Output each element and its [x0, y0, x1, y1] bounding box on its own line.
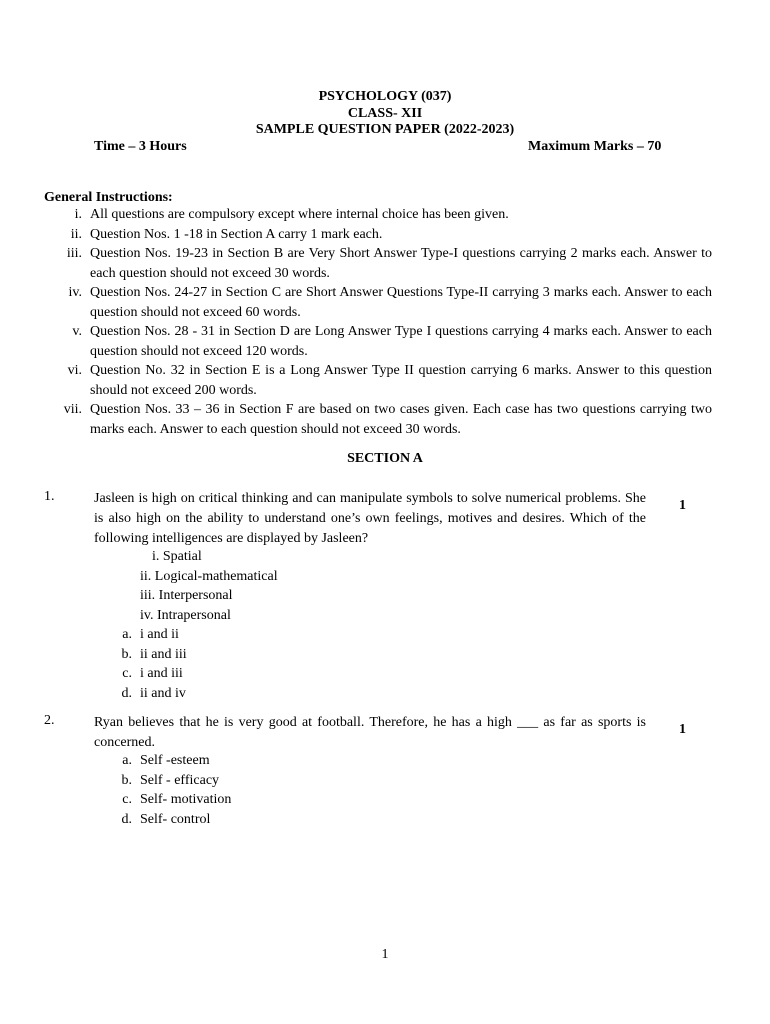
option-label: d. — [121, 811, 132, 827]
instruction-number: iii. — [66, 246, 82, 261]
option-text: ii and iii — [140, 646, 187, 662]
sub-item-list — [94, 547, 594, 625]
option-label: d. — [121, 685, 132, 701]
option-text: Self- control — [140, 811, 211, 827]
paper-title: SAMPLE QUESTION PAPER (2022-2023) — [255, 122, 515, 137]
instruction-text: Question Nos. 19-23 in Section B are Very Short Answer Type-I questions carrying 2 marks each. Answer to each question should not exceed 30 words. — [90, 246, 712, 281]
paper-class: CLASS- XII — [347, 106, 423, 121]
option-text: ii and iv — [140, 685, 186, 701]
maximum-marks: Maximum Marks – 70 — [528, 139, 662, 154]
option-text: Self - efficacy — [140, 772, 220, 788]
option — [94, 751, 594, 771]
option-list — [94, 625, 594, 703]
paper-subject: PSYCHOLOGY (037) — [318, 89, 452, 104]
option-text: i and iii — [140, 666, 183, 681]
sub-item: iv. Intrapersonal — [140, 607, 231, 623]
option-label: c. — [122, 792, 132, 807]
instruction-item — [44, 205, 712, 225]
instructions-title: General Instructions: — [44, 190, 173, 205]
question-number: 2. — [44, 713, 55, 728]
section-title: SECTION A — [347, 451, 423, 466]
instruction-item — [44, 361, 712, 400]
option-label: c. — [122, 666, 132, 681]
option-label: b. — [121, 772, 132, 788]
instruction-item — [44, 244, 712, 283]
question-text: Ryan believes that he is very good at football. Therefore, he has a high ___ as far as sports is concerned. — [94, 715, 646, 750]
instruction-number: v. — [72, 324, 82, 339]
question-number: 1. — [44, 489, 55, 504]
option — [94, 625, 594, 645]
instruction-text: Question No. 32 in Section E is a Long Answer Type II question carrying 6 marks. Answer to this question should not exceed 200 words. — [90, 363, 712, 398]
instruction-number: ii. — [70, 226, 82, 242]
instruction-text: Question Nos. 24-27 in Section C are Short Answer Questions Type-II carrying 3 marks each. Answer to each question should not exceed 60 words. — [90, 285, 712, 320]
option-text: Self -esteem — [140, 753, 210, 768]
instruction-text: Question Nos. 28 - 31 in Section D are Long Answer Type I questions carrying 4 marks each. Answer to each question should not exceed 120 words. — [90, 324, 712, 359]
sub-item: i. Spatial — [152, 549, 202, 564]
option-label: a. — [122, 627, 132, 642]
page-number: 1 — [381, 947, 389, 962]
instruction-text: Question Nos. 33 – 36 in Section F are based on two cases given. Each case has two questions carrying two marks each. Answer to each question should not exceed 30 words. — [90, 402, 712, 437]
instruction-item — [44, 400, 712, 439]
option — [94, 664, 594, 684]
option-label: a. — [122, 753, 132, 768]
option — [94, 684, 594, 704]
instruction-item — [44, 283, 712, 322]
option-text: i and ii — [140, 627, 179, 642]
instruction-number: vi. — [67, 363, 82, 378]
time-allowed: Time – 3 Hours — [94, 139, 187, 154]
sub-item: ii. Logical-mathematical — [140, 568, 278, 584]
instruction-number: vii. — [63, 402, 82, 417]
instruction-number: iv. — [68, 285, 82, 300]
instruction-text: All questions are compulsory except where internal choice has been given. — [90, 207, 509, 222]
option-text: Self- motivation — [140, 792, 232, 807]
instruction-item — [44, 322, 712, 361]
sub-item: iii. Interpersonal — [140, 588, 233, 603]
option-label: b. — [121, 646, 132, 662]
option-list — [94, 751, 594, 829]
option — [94, 790, 594, 810]
option — [94, 810, 594, 830]
option — [94, 771, 594, 791]
question-text: Jasleen is high on critical thinking and can manipulate symbols to solve numerical problems. She is also high on the ability to understand one’s own feelings, motives and desires. Which of the following intelligences are displayed by Jasleen? — [94, 491, 646, 546]
instruction-text: Question Nos. 1 -18 in Section A carry 1 mark each. — [90, 226, 383, 242]
instruction-number: i. — [74, 207, 82, 222]
instructions-list — [44, 205, 712, 439]
question-marks: 1 — [679, 498, 686, 513]
option — [94, 645, 594, 665]
question-marks: 1 — [679, 722, 686, 737]
instruction-item — [44, 225, 712, 245]
